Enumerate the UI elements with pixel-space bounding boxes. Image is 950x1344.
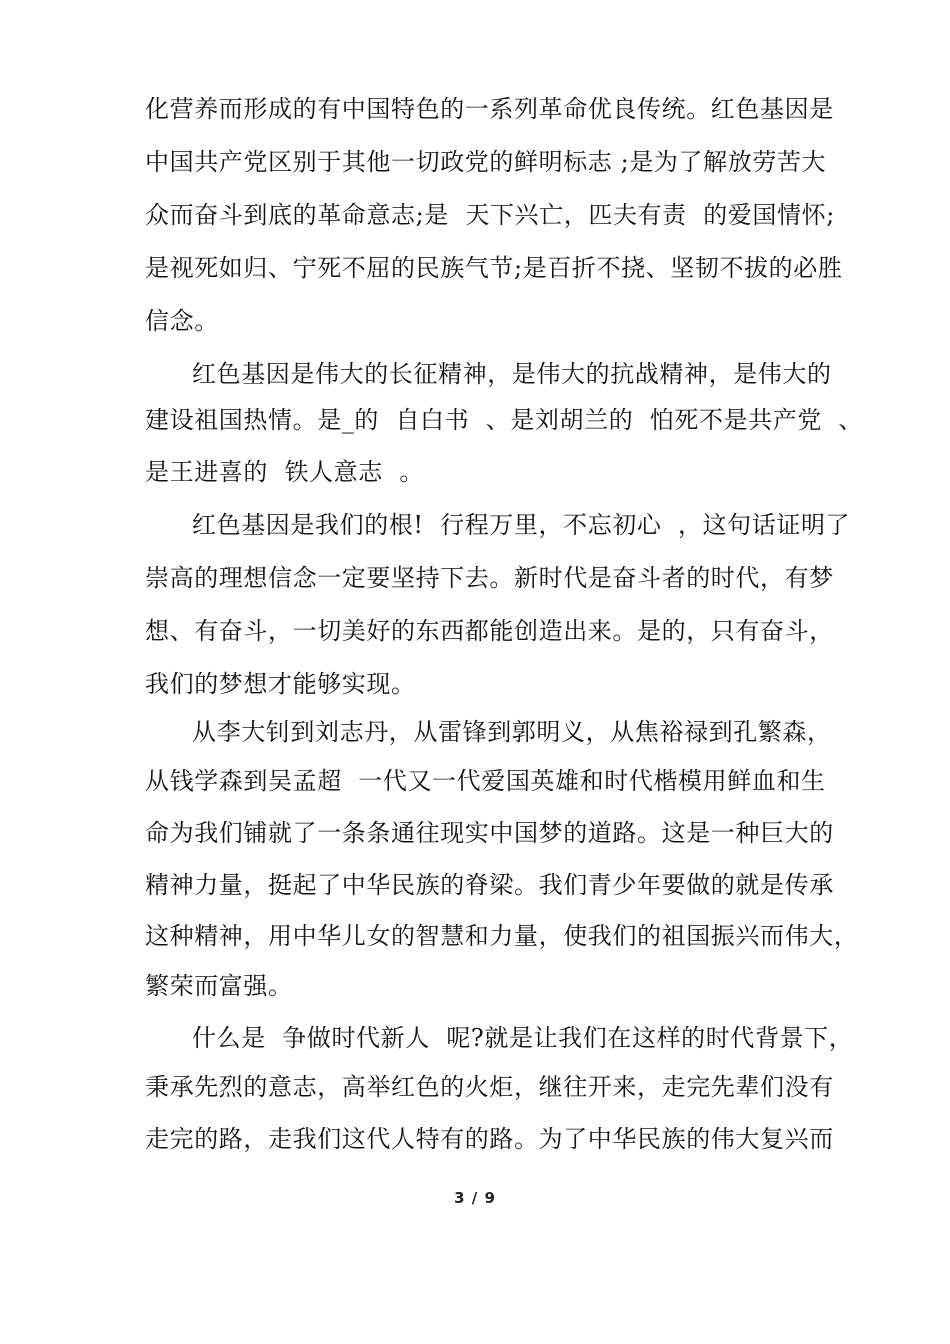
text-line: 是视死如归、宁死不屈的民族气节;是百折不挠、坚韧不拔的必胜 (145, 254, 843, 282)
text-line: 从钱学森到吴孟超 一代又一代爱国英雄和时代楷模用鲜血和生 (145, 767, 826, 795)
text-line: 什么是 争做时代新人 呢?就是让我们在这样的时代背景下， (192, 1024, 854, 1052)
text-line: 红色基因是伟大的长征精神，是伟大的抗战精神，是伟大的 (192, 360, 832, 388)
text-line: 众而奋斗到底的革命意志;是 天下兴亡，匹夫有责 的爱国情怀; (145, 201, 835, 229)
text-line: 想、有奋斗，一切美好的东西都能创造出来。是的，只有奋斗， (145, 617, 834, 645)
page-number: 3 / 9 (454, 1189, 496, 1207)
text-line: 我们的梦想才能够实现。 (145, 670, 416, 698)
text-line: 精神力量，挺起了中华民族的脊梁。我们青少年要做的就是传承 (145, 871, 834, 899)
text-line: 崇高的理想信念一定要坚持下去。新时代是奋斗者的时代，有梦 (145, 564, 834, 592)
text-line: 是王进喜的 铁人意志 。 (145, 458, 424, 486)
text-line: 从李大钊到刘志丹，从雷锋到郭明义，从焦裕禄到孔繁森， (192, 718, 832, 746)
text-line: 走完的路，走我们这代人特有的路。为了中华民族的伟大复兴而 (145, 1125, 834, 1153)
text-line: 红色基因是我们的根! 行程万里，不忘初心 ，这句话证明了 (192, 511, 851, 539)
text-line: 秉承先烈的意志，高举红色的火炬，继往开来，走完先辈们没有 (145, 1073, 834, 1101)
text-line: 建设祖国热情。是_的 自白书 、是刘胡兰的 怕死不是共产党 、 (145, 406, 864, 434)
text-line: 中国共产党区别于其他一切政党的鲜明标志 ;是为了解放劳苦大 (145, 148, 827, 176)
text-line: 化营养而形成的有中国特色的一系列革命优良传统。红色基因是 (145, 95, 834, 123)
text-line: 命为我们铺就了一条条通往现实中国梦的道路。这是一种巨大的 (145, 819, 834, 847)
text-line: 繁荣而富强。 (145, 972, 293, 1000)
text-line: 这种精神，用中华儿女的智慧和力量，使我们的祖国振兴而伟大， (145, 922, 859, 950)
text-line: 信念。 (145, 307, 219, 335)
